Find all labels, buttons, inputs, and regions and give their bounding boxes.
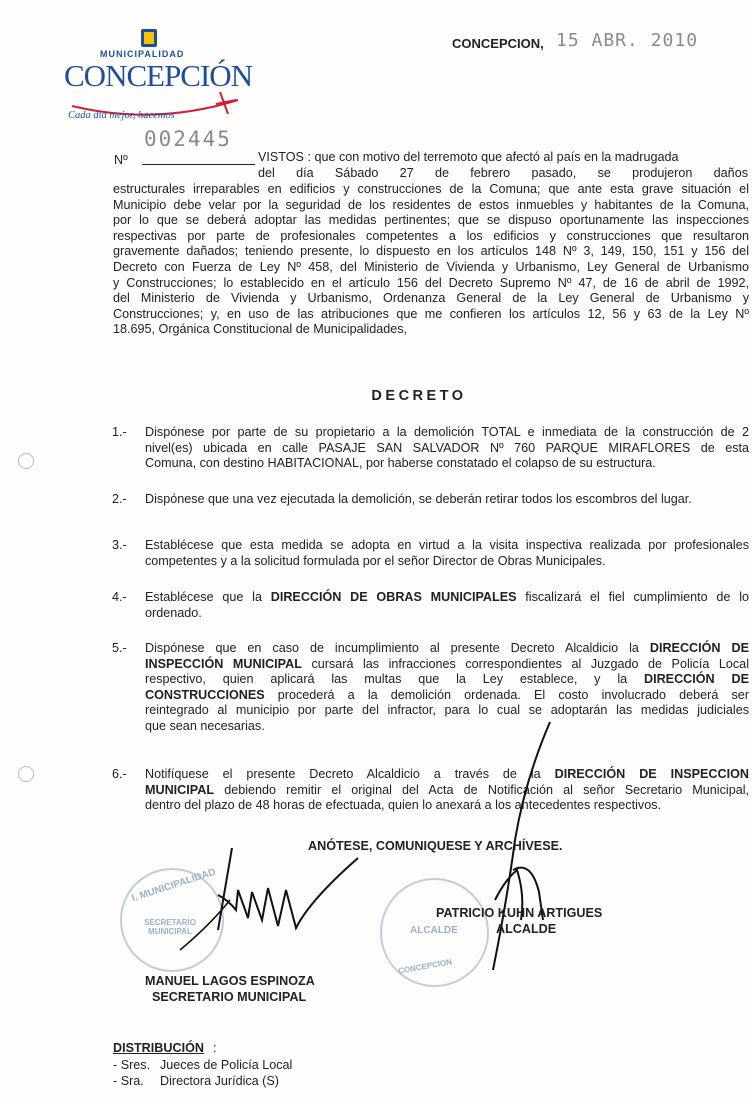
distribution-row bbox=[113, 1074, 279, 1088]
number-underline bbox=[142, 164, 255, 165]
decree-item bbox=[145, 538, 749, 569]
vistos-line: estructurales irreparables en edificios y construcciones de la Comuna; que ante esta grave situación el bbox=[113, 182, 749, 196]
logo-name: CONCEPCIÓN bbox=[64, 58, 253, 93]
item-number: 3.- bbox=[112, 538, 127, 552]
logo-top-text: MUNICIPALIDAD bbox=[100, 49, 185, 59]
item-line: Dispónese que en caso de incumplimiento al presente Decreto Alcaldicio la DIRECCIÓN DE bbox=[145, 641, 749, 655]
seal-left-top: I. MUNICIPALIDAD bbox=[130, 866, 218, 905]
distribution-text: Jueces de Policía Local bbox=[160, 1058, 293, 1072]
secretary-title: SECRETARIO MUNICIPAL bbox=[152, 990, 307, 1004]
item-line: INSPECCIÓN MUNICIPAL cursará las infracciones correspondientes al Juzgado de Policía Local bbox=[145, 656, 749, 671]
item-line: dentro del plazo de 48 horas de efectuada, quien lo anexará a los antecedentes respectivos. bbox=[145, 798, 661, 813]
decree-title: DECRETO bbox=[371, 388, 467, 404]
item-number: 2.- bbox=[112, 492, 127, 506]
vistos-line-1 bbox=[258, 150, 748, 166]
vistos-line: Municipio debe velar por la seguridad de los residentes de estos inmuebles y habitantes de la Comuna, bbox=[113, 197, 749, 212]
vistos-label: VISTOS bbox=[258, 150, 304, 164]
vistos-line: respectivas por parte de profesionales competentes a los edificios y construcciones que resultaron bbox=[113, 228, 749, 243]
decree-item bbox=[145, 492, 749, 508]
item-line: reintegrado al municipio por parte del infractor, para lo cual se adoptarán las medidas judiciales bbox=[145, 703, 749, 718]
vistos-line: 18.695, Orgánica Constitucional de Municipalidades, bbox=[113, 322, 408, 337]
decree-item bbox=[145, 590, 749, 621]
item-line: Notifíquese el presente Decreto Alcaldicio a través de la DIRECCIÓN DE INSPECCION bbox=[145, 767, 749, 781]
logo-slogan: Cada día mejor, hacemos bbox=[68, 110, 175, 121]
item-line: MUNICIPAL debiendo remitir el original del Acta de Notificación al señor Secretario Municipal, bbox=[145, 782, 749, 797]
secretary-name: MANUEL LAGOS ESPINOZA bbox=[145, 974, 315, 988]
date-stamp: 15 ABR. 2010 bbox=[556, 30, 699, 51]
seal-left-mid: SECRETARIO MUNICIPAL bbox=[144, 918, 196, 936]
vistos-line: gravemente dañados; teniendo presente, lo dispuesto en los artículos 148 Nº 3, 149, 150, 151 y 156 del bbox=[113, 244, 749, 259]
decree-item bbox=[145, 641, 749, 735]
distribution-prefix: - Sra. bbox=[113, 1074, 144, 1088]
vistos-line: por lo que se deberá adoptar las medidas pertinentes; que se dispuso oportunamente las inspecciones bbox=[113, 213, 749, 228]
item-line: Dispónese por parte de su propietario a la demolición TOTAL e inmediata de la construcción de 2 bbox=[145, 425, 749, 439]
vistos-line: del Ministerio de Vivienda y Urbanismo, Ordenanza General de la Ley General de Urbanismo y bbox=[113, 291, 749, 306]
item-line: Dispónese que una vez ejecutada la demolición, se deberán retirar todos los escombros del lugar. bbox=[145, 492, 692, 506]
vistos-line-2: del día Sábado 27 de febrero pasado, se produjeron daños bbox=[258, 166, 748, 180]
item-line: nivel(es) ubicada en calle PASAJE SAN SALVADOR Nº 760 PARQUE MIRAFLORES de esta bbox=[145, 440, 749, 455]
municipality-logo bbox=[60, 28, 253, 133]
decree-item bbox=[145, 767, 749, 814]
city-label: CONCEPCION, bbox=[452, 36, 544, 51]
distribution-prefix: - Sres. bbox=[113, 1058, 151, 1072]
vistos-text: : que con motivo del terremoto que afectó al país en la madrugada bbox=[307, 150, 679, 164]
item-number: 5.- bbox=[112, 641, 127, 655]
punch-hole bbox=[18, 453, 34, 469]
item-line: Establécese que la DIRECCIÓN DE OBRAS MUNICIPALES fiscalizará el fiel cumplimiento de lo bbox=[145, 590, 750, 604]
decree-number: 002445 bbox=[144, 127, 232, 151]
item-number: 6.- bbox=[112, 767, 127, 781]
item-line: ordenado. bbox=[145, 605, 202, 620]
mayor-name: PATRICIO KUHN ARTIGUES bbox=[436, 906, 603, 920]
item-line: respectivo, quien aplicará las multas que la Ley establece, y la DIRECCIÓN DE bbox=[145, 672, 749, 687]
decree-item bbox=[145, 425, 749, 472]
number-label: Nº bbox=[114, 153, 128, 167]
vistos-line: Construcciones; y, en uso de las atribuciones que me confieren los artículos 12, 56 y 63 de la Ley Nº bbox=[113, 306, 749, 321]
mayor-signature bbox=[455, 720, 575, 1000]
item-number: 4.- bbox=[112, 590, 127, 604]
distribution-label: DISTRIBUCIÓN bbox=[113, 1041, 204, 1055]
item-line: competentes y a la solicitud formulada por el señor Director de Obras Municipales. bbox=[145, 553, 606, 568]
seal-right-bottom: CONCEPCION bbox=[397, 957, 453, 976]
distribution-row bbox=[113, 1058, 292, 1072]
vistos-body bbox=[113, 182, 749, 338]
closing-formula: ANÓTESE, COMUNIQUESE Y ARCHÍVESE. bbox=[308, 839, 563, 853]
distribution-text: Directora Jurídica (S) bbox=[160, 1074, 279, 1088]
punch-hole bbox=[18, 766, 34, 782]
item-line: CONSTRUCCIONES procederá a la demolición ordenada. El costo involucrado deberá ser bbox=[145, 687, 749, 702]
item-number: 1.- bbox=[112, 425, 127, 439]
item-line: que sean necesarias. bbox=[145, 718, 265, 733]
item-line: Establécese que esta medida se adopta en virtud a la visita inspectiva realizada por profesionales bbox=[145, 538, 749, 552]
vistos-line: y Construcciones; lo establecido en el artículo 156 del Decreto Supremo Nº 47, de 16 de abril de 1992, bbox=[113, 275, 749, 290]
item-line: Comuna, con destino HABITACIONAL, por haberse constatado el colapso de su estructura. bbox=[145, 456, 656, 471]
mayor-title: ALCALDE bbox=[496, 922, 557, 936]
distribution-colon: : bbox=[213, 1041, 217, 1055]
secretary-signature bbox=[170, 840, 370, 960]
vistos-line: Decreto con Fuerza de Ley Nº 458, del Ministerio de Vivienda y Urbanismo, Ley General de Urbanismo bbox=[113, 259, 749, 274]
seal-right-mid: ALCALDE bbox=[410, 925, 458, 936]
